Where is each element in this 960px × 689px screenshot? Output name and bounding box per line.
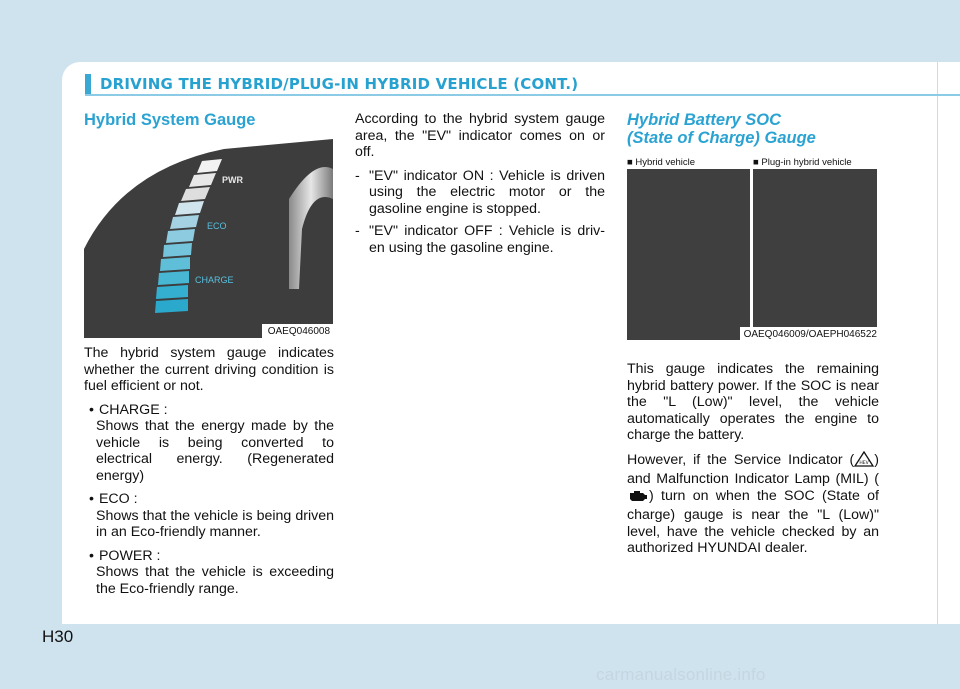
- right-body: [627, 361, 879, 564]
- soc-para2-part3: ) turn on when the SOC (State of charge) gauge is near the "L (Low)" level, have the vehicle checked by an authorized HYUNDAI dealer.: [627, 487, 879, 556]
- ev-on-text: "EV" indicator ON : Vehicle is driven using the electric motor or the gasoline engine is stopped.: [369, 167, 605, 217]
- figure-code: OAEQ046008: [262, 324, 333, 338]
- bullet-power: [84, 548, 334, 598]
- service-indicator-icon: [854, 451, 874, 472]
- gauge-bullet-list: [84, 402, 334, 598]
- middle-column: [355, 111, 605, 262]
- soc-gauge-image-plugin: [753, 169, 877, 327]
- soc-gauge-image-hybrid: [627, 169, 750, 340]
- bullet-term: • POWER :: [84, 548, 334, 565]
- right-title-line1: Hybrid Battery SOC: [627, 111, 782, 129]
- hybrid-gauge-figure: [84, 139, 333, 338]
- ev-off-item: [355, 223, 605, 256]
- soc-para2: [627, 451, 879, 557]
- left-column: [84, 112, 334, 129]
- hybrid-gauge-illustration: [84, 139, 333, 338]
- charge-label: CHARGE: [195, 275, 234, 285]
- section-header: [85, 73, 960, 95]
- ev-on-item: [355, 168, 605, 218]
- soc-para1: This gauge indicates the remaining hybrid battery power. If the SOC is near the "L (Low)" level, the vehicle automatically operates the engine to charge the battery.: [627, 361, 879, 443]
- bullet-charge: [84, 402, 334, 485]
- eco-label: ECO: [207, 221, 227, 231]
- soc-figure-plugin: [743, 156, 877, 340]
- pwr-label: PWR: [222, 175, 243, 185]
- page-number: H30: [42, 627, 74, 646]
- left-section-title: Hybrid System Gauge: [84, 111, 256, 129]
- hybrid-vehicle-label: ■ Hybrid vehicle: [627, 156, 750, 169]
- bullet-desc: Shows that the vehicle is exceeding the Eco-friendly range.: [96, 564, 334, 597]
- right-column: [627, 111, 879, 147]
- bullet-desc: Shows that the vehicle is being driven in an Eco-friendly manner.: [96, 507, 334, 540]
- bullet-desc: Shows that the energy made by the vehicle is being converted to electrical energy. (Regenerated energy): [96, 418, 334, 484]
- watermark: carmanualsonline.info: [596, 665, 766, 684]
- left-intro: The hybrid system gauge indicates whether the current driving condition is fuel efficient or not.: [84, 345, 334, 394]
- soc-figure-hybrid: [627, 156, 750, 340]
- middle-intro: According to the hybrid system gauge area, the "EV" indicator comes on or off.: [355, 111, 605, 160]
- plugin-vehicle-label: ■ Plug-in hybrid vehicle: [753, 156, 877, 169]
- soc-figure-code: OAEQ046009/OAEPH046522: [740, 327, 877, 340]
- bullet-term: • CHARGE :: [84, 402, 334, 419]
- right-title-line2: (State of Charge) Gauge: [627, 129, 816, 147]
- soc-para2-part2: ) and Malfunction Indicator Lamp (MIL) (: [627, 451, 879, 487]
- engine-check-icon: [627, 489, 649, 508]
- header-underline: [85, 94, 960, 96]
- page-rule: [937, 62, 938, 624]
- soc-para2-part1: However, if the Service Indicator (: [627, 451, 855, 468]
- dash: -: [355, 223, 360, 239]
- dash: -: [355, 167, 360, 184]
- left-body: [84, 345, 334, 604]
- ev-off-text: "EV" indicator OFF : Vehicle is driv- en using the gasoline engine.: [369, 223, 605, 256]
- header-accent: [85, 74, 91, 94]
- bullet-term: • ECO :: [84, 491, 334, 508]
- bullet-eco: [84, 491, 334, 541]
- svg-text:HEV: HEV: [859, 460, 869, 466]
- section-title: DRIVING THE HYBRID/PLUG-IN HYBRID VEHICLE (CONT.): [100, 75, 579, 93]
